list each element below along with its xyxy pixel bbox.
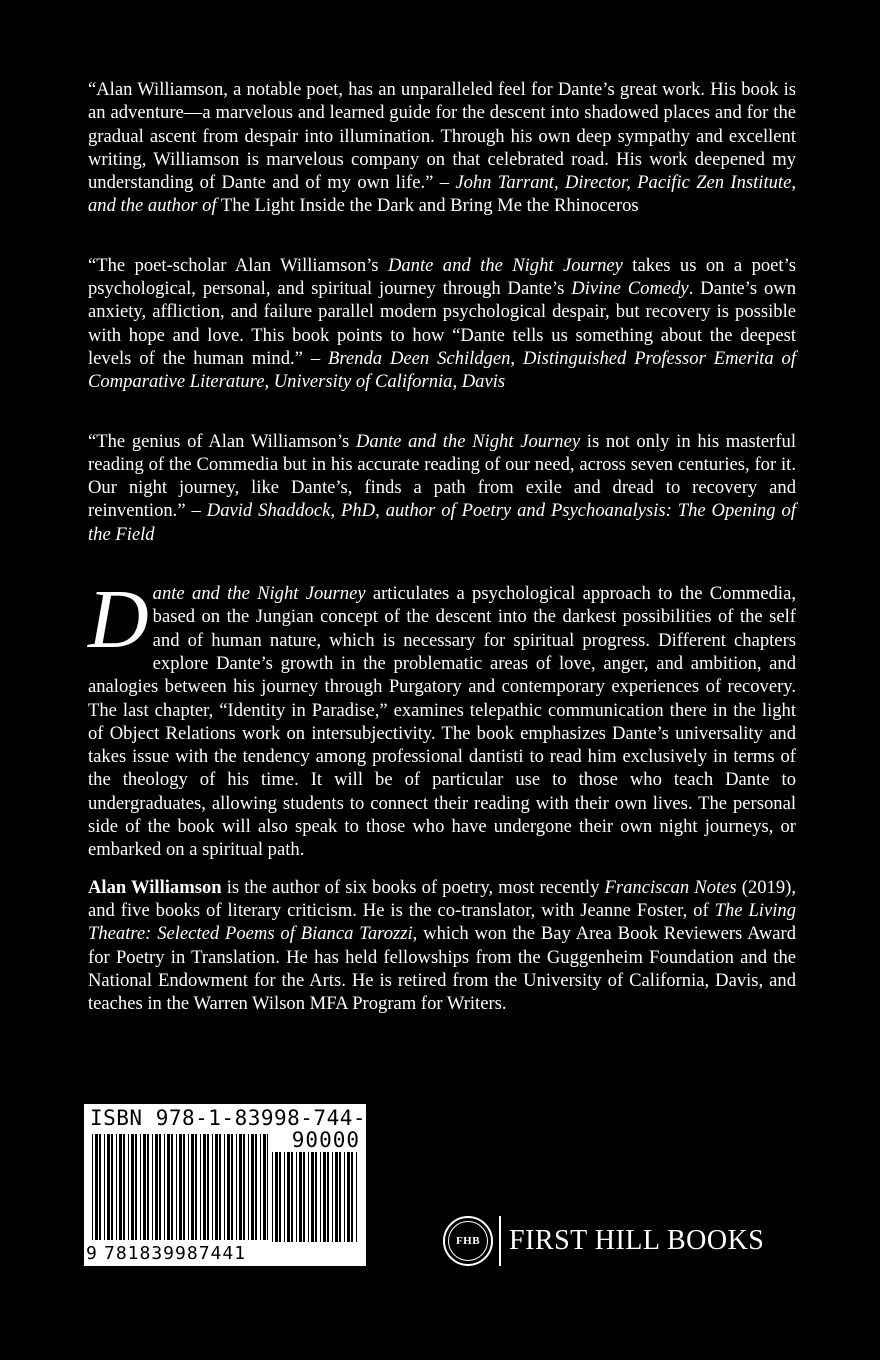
quote-title: Divine Comedy [571, 278, 689, 300]
barcode-bar [219, 1134, 221, 1240]
author-name: Alan Williamson [88, 876, 222, 898]
barcode-bar [135, 1134, 137, 1240]
barcode-bar [92, 1134, 93, 1240]
barcode-bar [224, 1134, 225, 1240]
barcode-bar [287, 1152, 290, 1242]
barcode-bar [123, 1134, 125, 1240]
quote-titles: The Light Inside the Dark and Bring Me the Rhinoceros [216, 195, 639, 217]
barcode-bar [291, 1152, 293, 1242]
logo-divider [499, 1216, 501, 1266]
barcode-bar [251, 1134, 254, 1240]
barcode-bar [231, 1134, 233, 1240]
barcode-bar [140, 1134, 141, 1240]
barcode-digits: 781839987441 [104, 1243, 247, 1264]
book-description [88, 573, 796, 862]
barcode-bar [323, 1152, 326, 1242]
barcode-bar [327, 1152, 329, 1242]
barcode-bar [183, 1134, 185, 1240]
author-bio [88, 876, 796, 1016]
quote-attribution: – John Tarrant, Director, Pacific Zen Institute, and the author of [88, 172, 797, 217]
barcode-bar [308, 1152, 309, 1242]
blurb-quote-3 [88, 430, 796, 546]
barcode-bar [167, 1134, 170, 1240]
barcode-bar [203, 1134, 206, 1240]
quote-attribution: – David Shaddock, PhD, author of Poetry and Psychoanalysis: The Opening of the Field [88, 500, 796, 545]
barcode-bar [171, 1134, 173, 1240]
barcode-bar [255, 1134, 257, 1240]
ean-bars [92, 1134, 268, 1246]
quote-attribution: – Brenda Deen Schildgen, Distinguished Professor Emerita of Comparative Literature, University of California, Davis [88, 347, 796, 393]
blurb-quote-1 [88, 78, 796, 218]
publisher-logo [443, 1213, 764, 1269]
barcode-bar [155, 1134, 158, 1240]
barcode-bar [107, 1134, 110, 1240]
barcode-bar [347, 1152, 350, 1242]
barcode-bar [143, 1134, 146, 1240]
isbn-label: ISBN 978-1-83998-744-1 [90, 1106, 380, 1130]
barcode-bar [188, 1134, 189, 1240]
isbn-barcode [84, 1104, 380, 1266]
quote-text: “The poet-scholar Alan Williamson’s [88, 254, 388, 276]
quote-text: takes us on a poet’s psychological, personal, and spiritual journey through Dante’s [88, 254, 796, 300]
quote-text: “The genius of Alan Williamson’s [88, 430, 356, 452]
barcode-bar [212, 1134, 213, 1240]
barcode-bar [320, 1152, 321, 1242]
barcode-bar [332, 1152, 333, 1242]
publisher-seal-icon [443, 1216, 493, 1266]
quote-title: Dante and the Night Journey [355, 430, 581, 452]
barcode-bar [260, 1134, 261, 1240]
barcode-bar [248, 1134, 249, 1240]
barcode-bar [200, 1134, 201, 1240]
barcode-bar [279, 1152, 281, 1242]
barcode-bar [303, 1152, 305, 1242]
barcode-bar [267, 1134, 268, 1240]
barcode-bar [299, 1152, 302, 1242]
barcode-bar [275, 1152, 278, 1242]
barcode-bar [111, 1134, 113, 1240]
barcode-bar [179, 1134, 182, 1240]
barcode-bar [239, 1134, 242, 1240]
barcode-bar [95, 1134, 98, 1240]
barcode-bar [195, 1134, 197, 1240]
quote-title: Dante and the Night Journey [387, 254, 623, 276]
barcode-bar [159, 1134, 161, 1240]
barcode-bar [152, 1134, 153, 1240]
barcode-bar [243, 1134, 245, 1240]
bio-text: , which won the Bay Area Book Reviewers Award for Poetry in Translation. He has held fellowships from the Guggenheim Foundation and the National Endowment for the Arts. He is retired from the University of California, Davis, and teaches in the Warren Wilson MFA Program for Writers. [88, 923, 797, 1015]
barcode-bar [191, 1134, 194, 1240]
barcode-bar [315, 1152, 317, 1242]
barcode-bar [99, 1134, 101, 1240]
blurb-quote-2 [88, 254, 796, 394]
addon-bars [272, 1152, 358, 1244]
bio-text: (2019), and five books of literary criticism. He is the co-translator, with Jeanne Foster, of [88, 876, 796, 921]
barcode-bar [104, 1134, 105, 1240]
barcode-bar [227, 1134, 230, 1240]
barcode-bar [356, 1152, 357, 1242]
drop-cap: D [88, 573, 149, 667]
quote-text: is not only in his masterful reading of the Commedia but in his accurate reading of our need, across seven centuries, for it. Our night journey, like Dante’s, finds a path from exile and dread to recovery and reinvention.” [88, 430, 796, 522]
barcode-bar [311, 1152, 314, 1242]
bio-title: The Living Theatre: Selected Poems of Bianca Tarozzi [88, 899, 796, 945]
barcode-bar [284, 1152, 285, 1242]
barcode-bar [296, 1152, 297, 1242]
quote-text: “Alan Williamson, a notable poet, has an unparalleled feel for Dante’s great work. His book is an adventure—a marvelous and learned guide for the descent into shadowed places and for the gradual ascent from despair into illumination. Through his own deep sympathy and excellent writing, Williamson is marvelous company on that celebrated road. His work deepened my understanding of Dante and of my own life.” [88, 79, 796, 194]
barcode-bar [236, 1134, 237, 1240]
barcode-bar [335, 1152, 338, 1242]
bio-text: is the author of six books of poetry, most recently [221, 876, 605, 898]
quote-text: . Dante’s own anxiety, affliction, and failure parallel modern psychological despair, but recovery is possible with hope and love. This book points to how “Dante tells us something about the deepest levels of the human mind.” [88, 278, 797, 369]
bio-title: Franciscan Notes [604, 876, 737, 898]
description-text: articulates a psychological approach to the Commedia, based on the Jungian concept of the descent into the darkest possibilities of the self and of human nature, which is necessary for spiritual progress. Different chapters explore Dante’s growth in the problematic areas of love, anger, and ambition, and analogies between his journey through Purgatory and contemporary experiences of recovery. The last chapter, “Identity in Paradise,” examines telepathic communication there in the light of Object Relations work on intersubjectivity. The book emphasizes Dante’s universality and takes issue with the tendency among professional dantisti to read him exclusively in terms of the theology of his time. It will be of particular use to those who teach Dante to undergraduates, allowing students to connect their reading with their own lives. The personal side of the book will also speak to those who have undergone their own night journeys, or embarked on a spiritual path. [88, 583, 796, 861]
barcode-bar [176, 1134, 177, 1240]
barcode-bar [339, 1152, 341, 1242]
description-title: ante and the Night Journey [152, 583, 366, 605]
barcode-bar [131, 1134, 134, 1240]
barcode-bar [128, 1134, 129, 1240]
barcode-bar [344, 1152, 345, 1242]
barcode-bar [119, 1134, 122, 1240]
seal-lettering: FHB [455, 1235, 481, 1247]
barcode-bar [215, 1134, 218, 1240]
barcode-bar [164, 1134, 165, 1240]
barcode-bar [263, 1134, 266, 1240]
barcode-first-digit: 9 [86, 1243, 97, 1264]
barcode-bar [272, 1152, 273, 1242]
barcode-bar [351, 1152, 353, 1242]
barcode-bar [207, 1134, 209, 1240]
price-code: 90000 [291, 1128, 360, 1152]
back-cover-text [88, 78, 796, 1015]
barcode-bar [116, 1134, 117, 1240]
barcode-bar [147, 1134, 149, 1240]
publisher-name: FIRST HILL BOOKS [509, 1225, 765, 1256]
